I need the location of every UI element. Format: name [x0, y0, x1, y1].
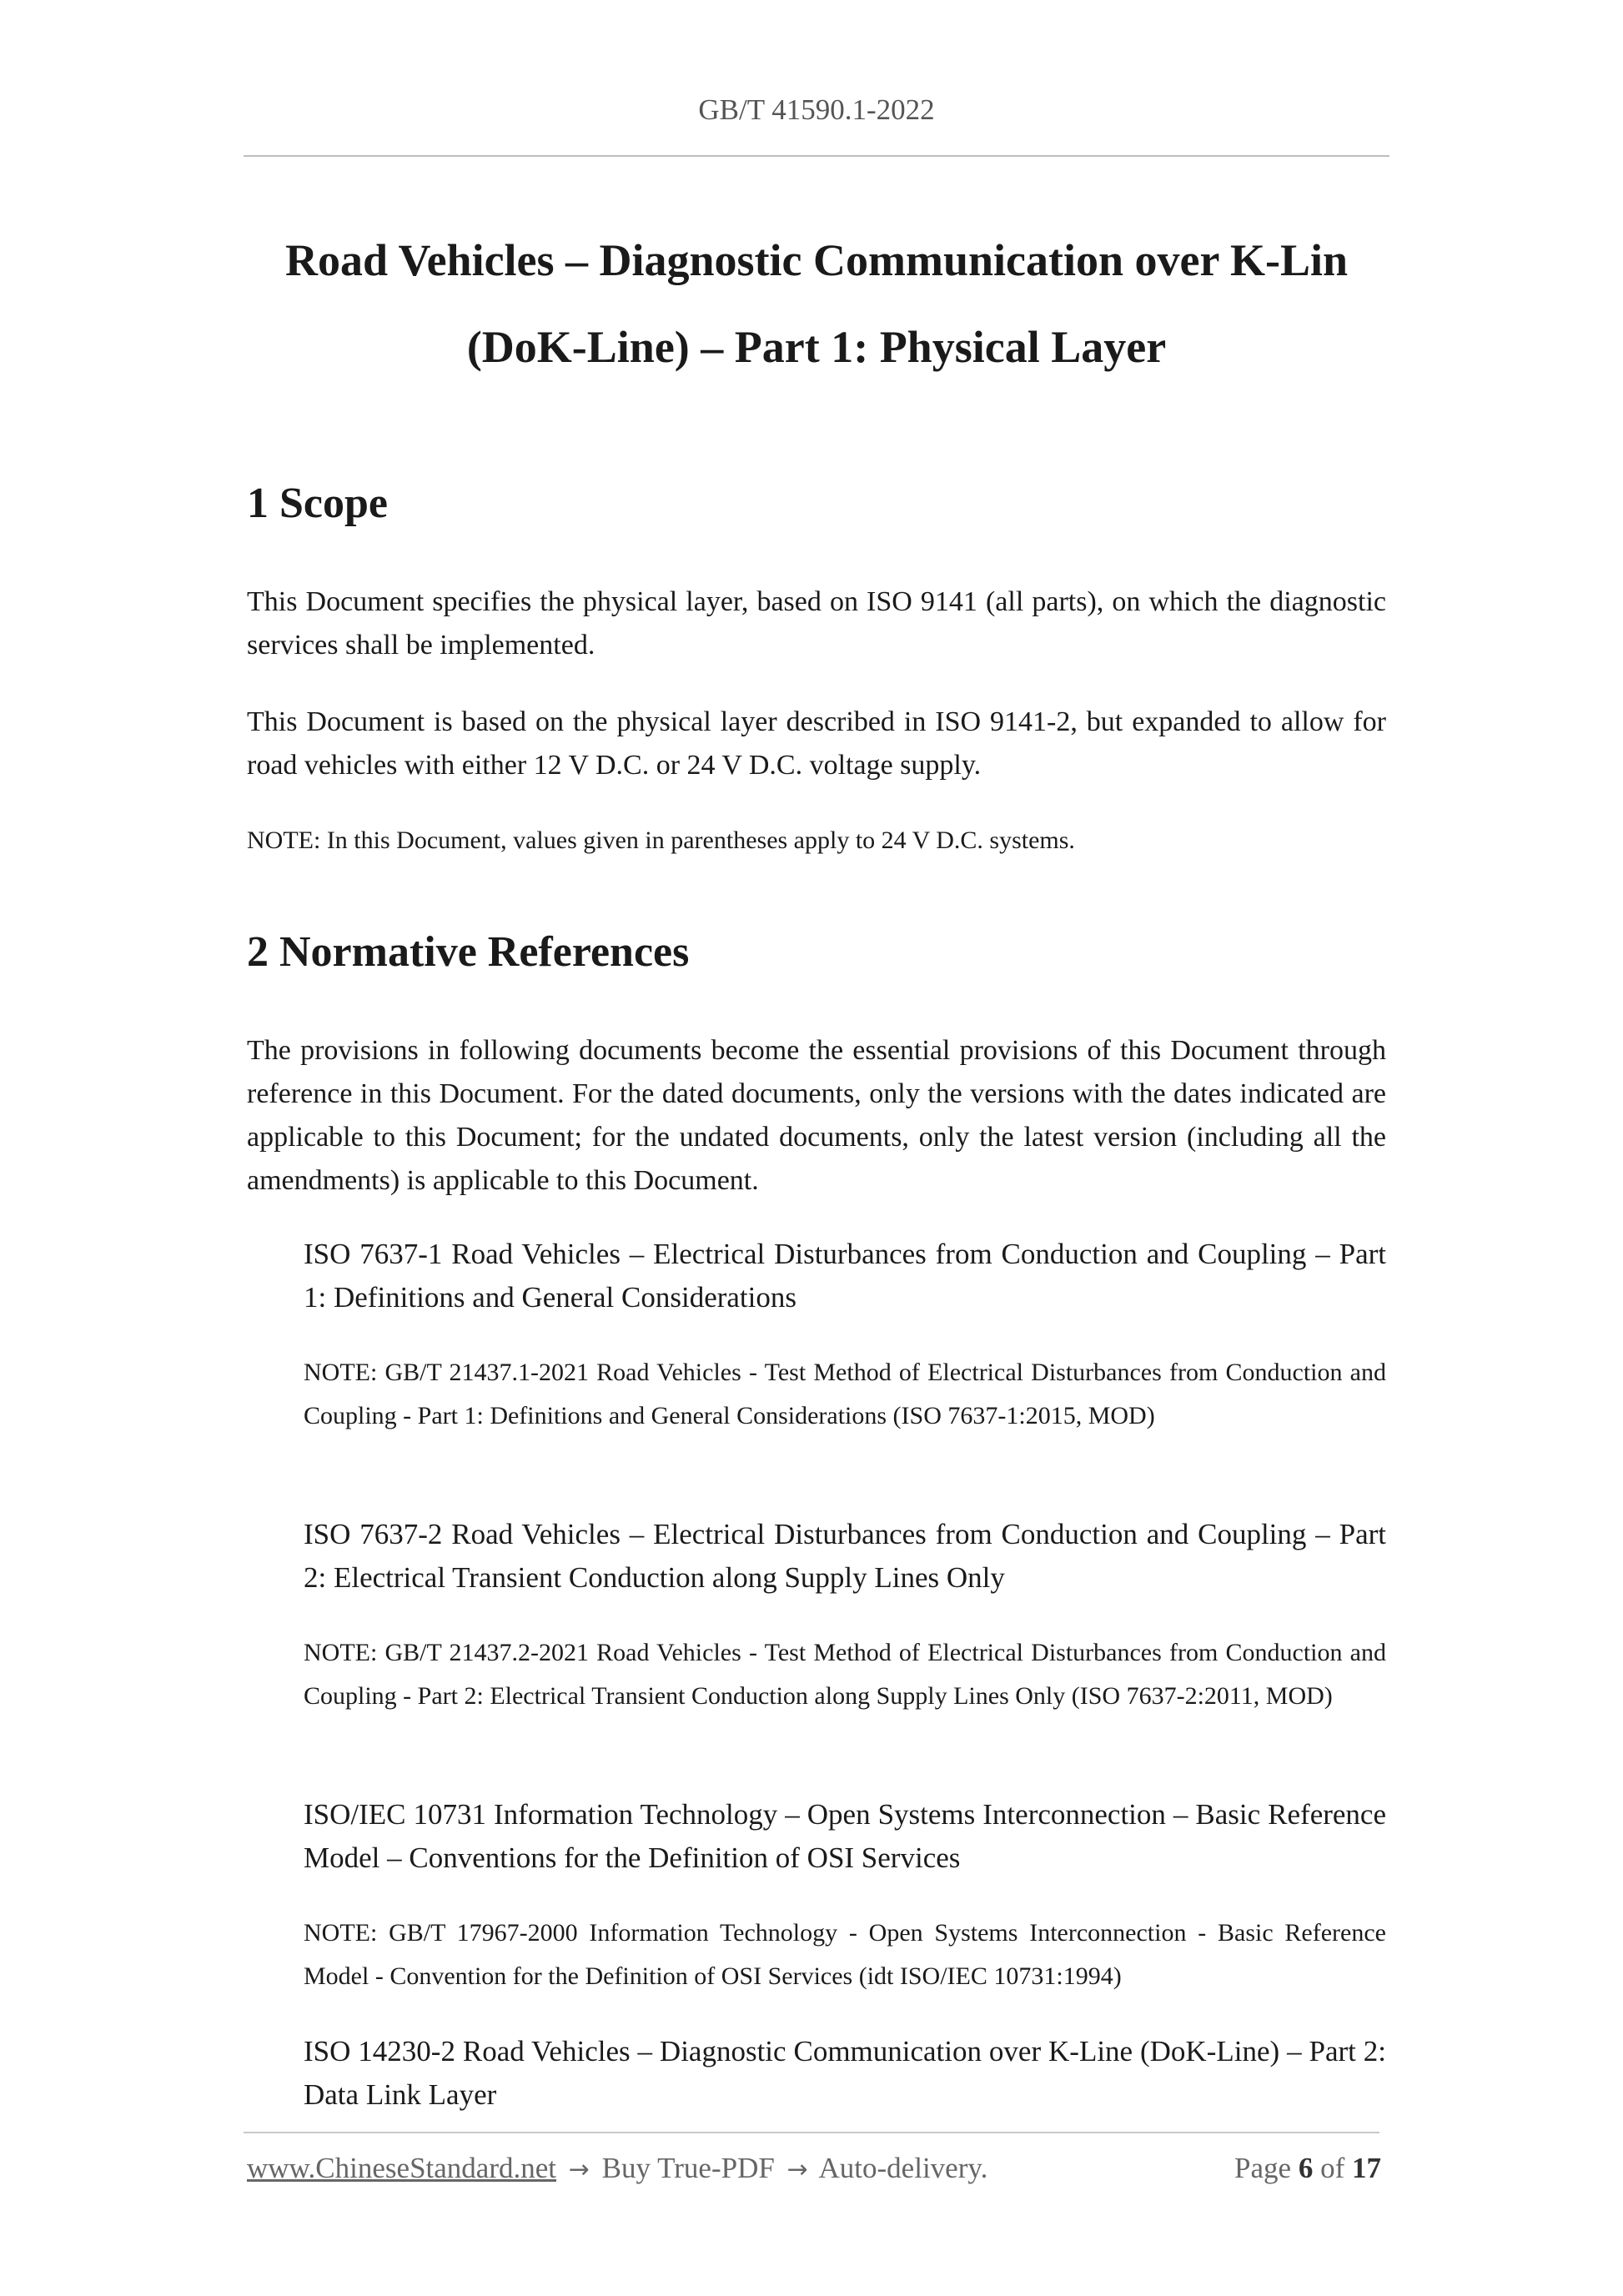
document-title [244, 217, 1389, 390]
page-of: of [1320, 2152, 1345, 2184]
section-1-heading: 1 Scope [247, 480, 388, 527]
reference-note: NOTE: GB/T 21437.2-2021 Road Vehicles - Test Method of Electrical Disturbances from Conduction and Coupling - Part 2: Electrical Transient Conduction along Supply Lines Only (ISO 7637-2:2011, MOD) [304, 1639, 1386, 1710]
running-header: GB/T 41590.1-2022 [698, 93, 935, 126]
reference-note: NOTE: GB/T 17967-2000 Information Technology - Open Systems Interconnection - Basic Reference Model - Convention for the Definition of OSI Services (idt ISO/IEC 10731:1994) [304, 1919, 1386, 1990]
scope-note: NOTE: In this Document, values given in parentheses apply to 24 V D.C. systems. [247, 826, 1075, 854]
page-current: 6 [1298, 2152, 1314, 2184]
reference-item: ISO 14230-2 Road Vehicles – Diagnostic Communication over K-Line (DoK-Line) – Part 2: Data Link Layer [304, 2035, 1386, 2111]
reference-item: ISO/IEC 10731 Information Technology – Open Systems Interconnection – Basic Reference Model – Conventions for the Definition of OSI Services [304, 1798, 1386, 1874]
arrow-right-icon: → [568, 2155, 590, 2184]
page-footer [247, 2152, 1381, 2185]
page-indicator [1234, 2152, 1381, 2185]
page-label: Page [1234, 2152, 1292, 2184]
title-line-2: (DoK-Line) – Part 1: Physical Layer [466, 322, 1167, 372]
header-divider [244, 155, 1389, 157]
reference-note: NOTE: GB/T 21437.1-2021 Road Vehicles - Test Method of Electrical Disturbances from Conduction and Coupling - Part 1: Definitions and General Considerations (ISO 7637-1:2015, MOD) [304, 1359, 1386, 1429]
scope-paragraph-2: This Document is based on the physical layer described in ISO 9141-2, but expanded to allow for road vehicles with either 12 V D.C. or 24 V D.C. voltage supply. [247, 706, 1386, 781]
normative-intro: The provisions in following documents become the essential provisions of this Document through reference in this Document. For the dated documents, only the versions with the dates indicated are applicable to this Document; for the undated documents, only the latest version (including all the amendments) is applicable to this Document. [247, 1035, 1386, 1196]
reference-item: ISO 7637-1 Road Vehicles – Electrical Disturbances from Conduction and Coupling – Part 1: Definitions and General Considerations [304, 1238, 1386, 1314]
scope-paragraph-1: This Document specifies the physical layer, based on ISO 9141 (all parts), on which the diagnostic services shall be implemented. [247, 586, 1386, 661]
delivery-text: Auto-delivery. [818, 2152, 988, 2184]
page-total: 17 [1352, 2152, 1381, 2184]
footer-promo [247, 2152, 987, 2185]
footer-divider [244, 2132, 1379, 2133]
section-2-heading: 2 Normative References [247, 928, 690, 976]
title-line-1: Road Vehicles – Diagnostic Communication over K-Lin [284, 235, 1349, 285]
reference-item: ISO 7637-2 Road Vehicles – Electrical Disturbances from Conduction and Coupling – Part 2: Electrical Transient Conduction along Supply Lines Only [304, 1518, 1386, 1594]
arrow-right-icon: → [786, 2155, 808, 2184]
site-link[interactable]: www.ChineseStandard.net [247, 2152, 556, 2184]
buy-text: Buy True-PDF [601, 2152, 775, 2184]
